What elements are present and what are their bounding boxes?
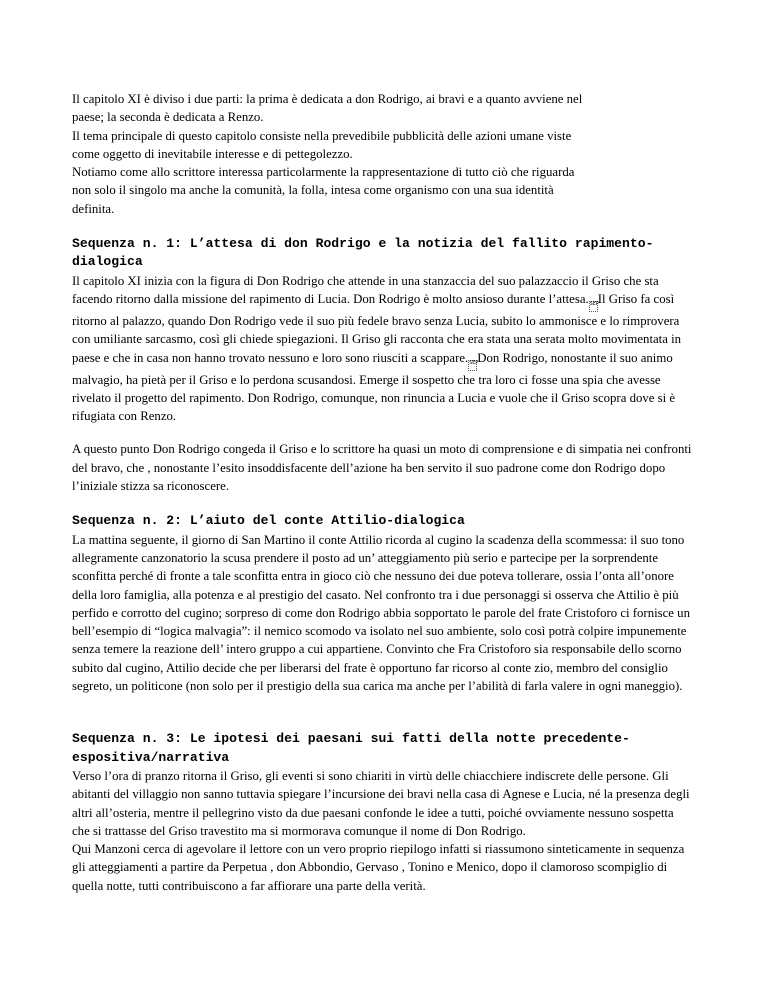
section-1-text-b: Il Griso fa così ritorno al palazzo, quando Don Rodrigo vede il suo più fedele bravo senza Lucia, subito lo ammonisce e lo rimprovera con umiliante sarcasmo, così gli chiede spiegazioni. Il Griso gli racconta che era stata una serata molto movimentata in paese e che in casa non hanno trovato nessuno e loro sono riusciti a scappare.: [72, 291, 682, 365]
section-2-paragraph-1: La mattina seguente, il giorno di San Martino il conte Attilio ricorda al cugino la scadenza della scommessa: il suo tono allegramente canzonatorio la scusa prendere il posto ad un’ atteggiamento più serio e partecipe per la sorprendente sconfitta perché di fronte a tale sconfitta entra in gioco ciò che nessuno dei due poteva tollerare, ossia l’onta all’onore della loro famiglia, alla potenza e al prestigio del casato. Nel confronto tra i due personaggi si osserva che Attilio è più perfido e corrotto del cugino; sorpreso di come don Rodrigo abbia sopportato le parole del frate Cristoforo ci fornisce un bell’esempio di “logica malvagia”: il nemico scomodo va isolato nel suo ambiente, solo così potrà colpire impunemente senza temere la reazione dell’ intero gruppo a cui appartiene. Convinto che Fra Cristoforo sia responsabile dello scorno subito dal cugino, Attilio decide che per liberarsi del frate è opportuno far ricorso al conte zio, membro del consiglio segreto, un politicone (non solo per il prestigio della sua carica ma anche per l’abilità di farla valere in ogni maneggio).: [72, 532, 690, 694]
intro-line: come oggetto di inevitabile interesse e di pettegolezzo.: [72, 146, 353, 161]
intro-line: paese; la seconda è dedicata a Renzo.: [72, 110, 264, 125]
intro-line: non solo il singolo ma anche la comunità, la folla, intesa come organismo con una sua identità: [72, 183, 554, 198]
section-3-paragraph-1: Verso l’ora di pranzo ritorna il Griso, gli eventi si sono chiariti in virtù delle chiacchiere indiscrete delle persone. Gli abitanti del villaggio non sanno tuttavia spiegare l’incursione dei bravi nella casa di Agnese e Lucia, né la presenza degli altri all’osteria, mentre il pellegrino visto da due paesani confonde le idee a tutti, poiché ovviamente nessuno sospetta che si trattasse del Griso travestito ma si mormorava comunque il nome di Don Rodrigo.: [72, 768, 690, 838]
section-1-heading: Sequenza n. 1: L’attesa di don Rodrigo e la notizia del fallito rapimento-dialogica: [72, 236, 654, 270]
separator-glyph-icon: SEP: [589, 301, 598, 312]
section-3-paragraph-2: Qui Manzoni cerca di agevolare il lettore con un vero proprio riepilogo infatti si riassumono sinteticamente in sequenza gli atteggiamenti a partire da Perpetua , don Abbondio, Gervaso , Tonino e Menico, dopo il clamoroso scompiglio di quella notte, tutti contribuiscono a far affiorare una parte della verità.: [72, 842, 685, 893]
section-1-text-c: Don Rodrigo, nonostante il suo animo malvagio, ha pietà per il Griso e lo perdona scusandosi. Emerge il sospetto che tra loro ci fosse una spia che avesse rivelato il progetto del rapimento. Don Rodrigo, comunque, non rinuncia a Lucia e vuole che il Griso scopra dove si è rifugiata con Renzo.: [72, 350, 676, 424]
section-1-paragraph-1: [72, 272, 692, 426]
document-page: [72, 90, 692, 895]
intro-line: Il capitolo XI è diviso i due parti: la prima è dedicata a don Rodrigo, ai bravi e a quanto avviene nel: [72, 92, 583, 106]
section-2-heading: Sequenza n. 2: L’aiuto del conte Attilio-dialogica: [72, 513, 465, 529]
intro-line: definita.: [72, 201, 115, 216]
section-1-paragraph-2: A questo punto Don Rodrigo congeda il Griso e lo scrittore ha quasi un moto di comprensione e di simpatia nei confronti del bravo, che , nonostante l’esito insoddisfacente dell’azione ha ben servito il suo padrone come don Rodrigo dopo l’iniziale stizza sa riconoscere.: [72, 442, 692, 494]
intro-line: Il tema principale di questo capitolo consiste nella prevedibile pubblicità delle azioni umane viste: [72, 128, 572, 143]
section-1-text-a: Il capitolo XI inizia con la figura di Don Rodrigo che attende in una stanzaccia del suo palazzaccio il Griso che sta facendo ritorno dalla missione del rapimento di Lucia. Don Rodrigo è molto ansioso durante l’attesa.: [72, 273, 659, 306]
section-3-heading: Sequenza n. 3: Le ipotesi dei paesani sui fatti della notte precedente-espositiva/narrativa: [72, 731, 630, 765]
intro-paragraph: [72, 90, 632, 218]
separator-glyph-icon: SEP: [468, 360, 477, 371]
intro-line: Notiamo come allo scrittore interessa particolarmente la rappresentazione di tutto ciò che riguarda: [72, 165, 575, 180]
